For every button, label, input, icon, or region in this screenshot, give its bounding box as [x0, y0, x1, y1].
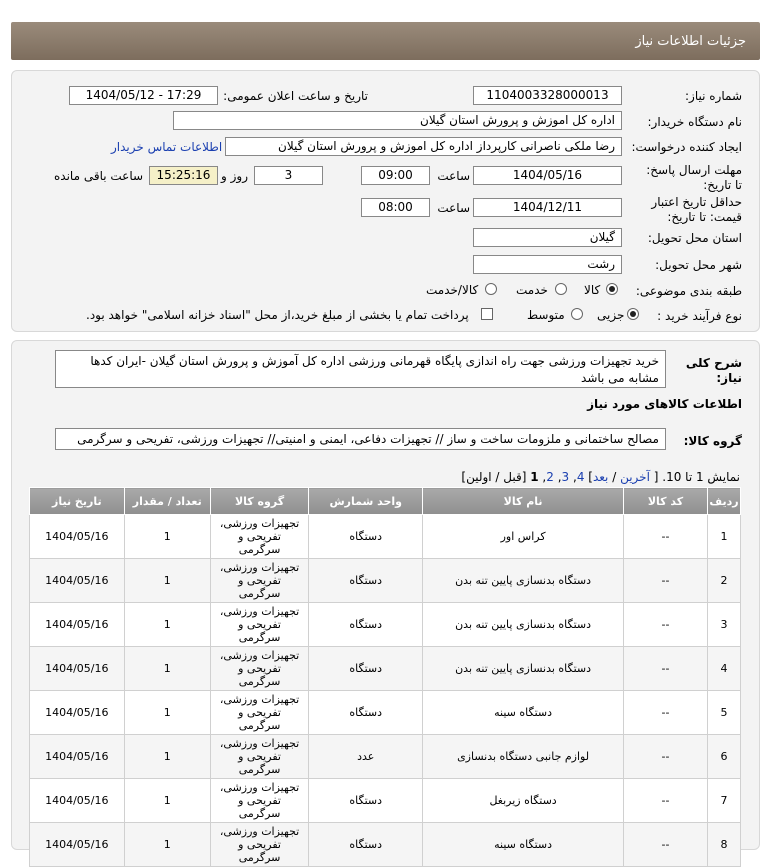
item-group: تجهیزات ورزشی، تفریحی و سرگرمی [210, 603, 308, 647]
item-name: لوازم جانبی دستگاه بدنسازی [423, 735, 624, 779]
item-qty: 1 [124, 603, 210, 647]
item-unit: دستگاه [309, 515, 423, 559]
purchase-medium-label: متوسط [527, 308, 565, 322]
province-field[interactable]: گیلان [473, 228, 622, 247]
category-both-radio[interactable] [485, 283, 497, 295]
pagination: نمایش 1 تا 10. [ آخرین / بعد] 4, 3, 2, 1 [قبل / اولین] [461, 470, 740, 484]
validity-time-label: ساعت [437, 201, 470, 215]
item-date: 1404/05/16 [30, 735, 125, 779]
category-both-label: کالا/خدمت [426, 283, 479, 297]
deadline-label: مهلت ارسال پاسخ: تا تاریخ: [646, 163, 742, 192]
purchase-minor-label: جزیی [597, 308, 625, 322]
announce-field[interactable]: 1404/05/12 - 17:29 [69, 86, 218, 105]
pager-page-2[interactable]: 2 [546, 470, 554, 484]
item-qty: 1 [124, 515, 210, 559]
need-number-label: شماره نیاز: [685, 89, 742, 103]
validity-date-field[interactable]: 1404/12/11 [473, 198, 622, 217]
item-group: تجهیزات ورزشی، تفریحی و سرگرمی [210, 691, 308, 735]
pager-last-link[interactable]: آخرین [620, 470, 650, 484]
item-name: دستگاه سینه [423, 691, 624, 735]
item-qty: 1 [124, 735, 210, 779]
category-service-radio[interactable] [555, 283, 567, 295]
table-row [30, 735, 741, 779]
city-field[interactable]: رشت [473, 255, 622, 274]
item-date: 1404/05/16 [30, 647, 125, 691]
treasury-checkbox[interactable] [481, 308, 493, 320]
deadline-date-field[interactable]: 1404/05/16 [473, 166, 622, 185]
item-group: تجهیزات ورزشی، تفریحی و سرگرمی [210, 779, 308, 823]
col-code: کد کالا [623, 488, 707, 515]
item-code: -- [623, 603, 707, 647]
item-code: -- [623, 691, 707, 735]
item-unit: دستگاه [309, 779, 423, 823]
purchase-medium-radio[interactable] [571, 308, 583, 320]
item-date: 1404/05/16 [30, 515, 125, 559]
table-row [30, 691, 741, 735]
item-date: 1404/05/16 [30, 691, 125, 735]
col-group: گروه کالا [210, 488, 308, 515]
category-service-label: خدمت [516, 283, 548, 297]
table-row [30, 603, 741, 647]
summary-label: شرح کلی نیاز: [685, 356, 742, 385]
col-unit: واحد شمارش [309, 488, 423, 515]
item-code: -- [623, 779, 707, 823]
province-label: استان محل تحویل: [647, 231, 742, 245]
page-header [11, 22, 760, 60]
pager-showing: نمایش 1 تا 10. [662, 470, 740, 484]
days-label: روز و [221, 169, 248, 183]
col-qty: تعداد / مقدار [124, 488, 210, 515]
goods-table [29, 487, 741, 867]
table-row [30, 647, 741, 691]
pager-page-4[interactable]: 4 [576, 470, 585, 484]
item-qty: 1 [124, 823, 210, 867]
item-unit: دستگاه [309, 823, 423, 867]
item-name: دستگاه بدنسازی پایین تنه بدن [423, 647, 624, 691]
item-group: تجهیزات ورزشی، تفریحی و سرگرمی [210, 559, 308, 603]
treasury-note: پرداخت تمام یا بخشی از مبلغ خرید،از محل "اسناد خزانه اسلامی" خواهد بود. [86, 308, 469, 322]
remaining-label: ساعت باقی مانده [54, 169, 144, 183]
item-group: تجهیزات ورزشی، تفریحی و سرگرمی [210, 735, 308, 779]
item-unit: دستگاه [309, 603, 423, 647]
col-name: نام کالا [423, 488, 624, 515]
table-header-row [30, 488, 741, 515]
item-unit: دستگاه [309, 647, 423, 691]
item-name: دستگاه سینه [423, 823, 624, 867]
table-row [30, 559, 741, 603]
item-qty: 1 [124, 779, 210, 823]
city-label: شهر محل تحویل: [655, 258, 742, 272]
buyer-field[interactable]: اداره کل اموزش و پرورش استان گیلان [173, 111, 622, 130]
row-number: 3 [708, 603, 741, 647]
item-name: دستگاه بدنسازی پایین تنه بدن [423, 603, 624, 647]
deadline-time-field[interactable]: 09:00 [361, 166, 430, 185]
item-group: تجهیزات ورزشی، تفریحی و سرگرمی [210, 823, 308, 867]
item-code: -- [623, 559, 707, 603]
item-name: دستگاه بدنسازی پایین تنه بدن [423, 559, 624, 603]
item-date: 1404/05/16 [30, 559, 125, 603]
item-code: -- [623, 823, 707, 867]
table-row [30, 515, 741, 559]
buyer-label: نام دستگاه خریدار: [647, 115, 742, 129]
col-row: ردیف [708, 488, 741, 515]
row-number: 7 [708, 779, 741, 823]
row-number: 2 [708, 559, 741, 603]
need-number-field[interactable]: 1104003328000013 [473, 86, 622, 105]
pager-prev-first: [قبل / اولین] [461, 470, 527, 484]
item-date: 1404/05/16 [30, 603, 125, 647]
validity-time-field[interactable]: 08:00 [361, 198, 430, 217]
goods-info-title: اطلاعات کالاهای مورد نیاز [587, 397, 742, 411]
item-name: دستگاه زیربغل [423, 779, 624, 823]
row-number: 4 [708, 647, 741, 691]
item-qty: 1 [124, 691, 210, 735]
category-goods-label: کالا [584, 283, 601, 297]
col-date: تاریخ نیاز [30, 488, 125, 515]
row-number: 6 [708, 735, 741, 779]
item-code: -- [623, 735, 707, 779]
item-group: تجهیزات ورزشی، تفریحی و سرگرمی [210, 647, 308, 691]
announce-label: تاریخ و ساعت اعلان عمومی: [223, 89, 368, 103]
row-number: 8 [708, 823, 741, 867]
pager-current-page: 1 [530, 470, 539, 484]
creator-field[interactable]: رضا ملکی ناصرانی کارپرداز اداره کل اموزش و پرورش استان گیلان [225, 137, 622, 156]
item-code: -- [623, 647, 707, 691]
item-code: -- [623, 515, 707, 559]
pager-next-link[interactable]: بعد [592, 470, 609, 484]
goods-group-field[interactable]: مصالح ساختمانی و ملزومات ساخت و ساز // تجهیزات دفاعی، ایمنی و امنیتی// تجهیزات ورزشی، تفریحی و سرگرمی [55, 428, 666, 450]
goods-group-label: گروه کالا: [683, 434, 742, 448]
item-group: تجهیزات ورزشی، تفریحی و سرگرمی [210, 515, 308, 559]
item-unit: دستگاه [309, 691, 423, 735]
creator-label: ایجاد کننده درخواست: [631, 140, 742, 154]
item-date: 1404/05/16 [30, 779, 125, 823]
item-unit: دستگاه [309, 559, 423, 603]
item-date: 1404/05/16 [30, 823, 125, 867]
summary-textarea[interactable]: خرید تجهیزات ورزشی جهت راه اندازی پایگاه قهرمانی ورزشی اداره کل آموزش و پرورش استان گیلان -ایران کدها مشابه می باشد [55, 350, 666, 388]
category-goods-radio[interactable] [606, 283, 618, 295]
deadline-time-label: ساعت [437, 169, 470, 183]
remaining-time-field: 15:25:16 [149, 166, 218, 185]
item-qty: 1 [124, 559, 210, 603]
item-qty: 1 [124, 647, 210, 691]
days-field[interactable]: 3 [254, 166, 323, 185]
item-name: کراس اور [423, 515, 624, 559]
purchase-type-label: نوع فرآیند خرید : [657, 309, 742, 323]
page-title: جزئیات اطلاعات نیاز [635, 34, 746, 49]
row-number: 1 [708, 515, 741, 559]
buyer-contact-link[interactable]: اطلاعات تماس خریدار [111, 140, 223, 154]
item-unit: عدد [309, 735, 423, 779]
table-row [30, 779, 741, 823]
pager-page-3[interactable]: 3 [561, 470, 570, 484]
row-number: 5 [708, 691, 741, 735]
purchase-minor-radio[interactable] [627, 308, 639, 320]
validity-label: حداقل تاریخ اعتبار قیمت: تا تاریخ: [651, 195, 742, 224]
category-label: طبقه بندی موضوعی: [635, 284, 742, 298]
